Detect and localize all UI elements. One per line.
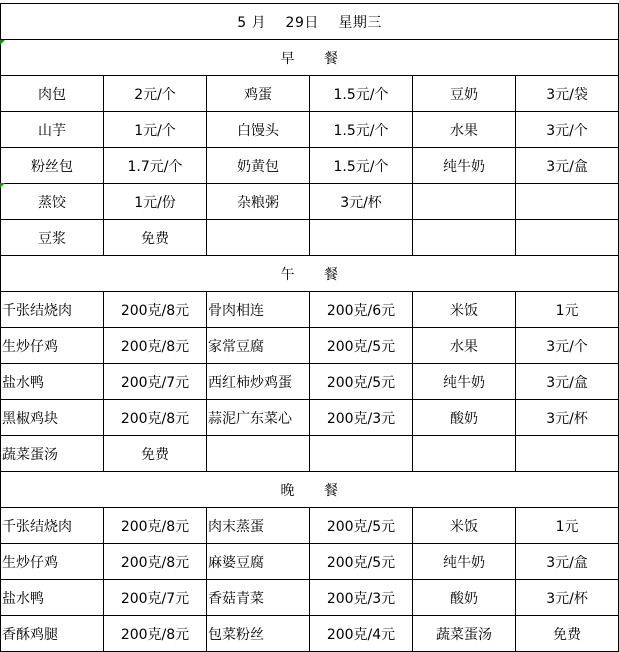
dish-name-cell: 山芋 — [1, 112, 104, 148]
dish-name-cell: 奶黄包 — [207, 148, 310, 184]
price-cell: 200克/8元 — [104, 292, 207, 328]
dish-name-cell: 生炒仔鸡 — [1, 544, 104, 580]
dish-name-cell: 纯牛奶 — [413, 544, 516, 580]
price-cell — [516, 436, 619, 472]
price-cell — [310, 220, 413, 256]
price-cell: 3元/杯 — [516, 400, 619, 436]
menu-body — [1, 4, 619, 652]
date-header: 5 月 29日 星期三 — [1, 4, 619, 40]
dish-name-cell — [413, 184, 516, 220]
table-row — [1, 364, 619, 400]
dish-name-cell: 千张结烧肉 — [1, 292, 104, 328]
table-row — [1, 148, 619, 184]
section-header-row-dinner — [1, 472, 619, 508]
dish-name-cell: 水果 — [413, 112, 516, 148]
dish-name-cell — [207, 436, 310, 472]
dish-name-cell: 生炒仔鸡 — [1, 328, 104, 364]
price-cell: 1.5元/个 — [310, 148, 413, 184]
price-cell: 3元/盒 — [516, 148, 619, 184]
dish-name-cell: 蔬菜蛋汤 — [1, 436, 104, 472]
dish-name-cell: 包菜粉丝 — [207, 616, 310, 652]
dish-name-cell: 杂粮粥 — [207, 184, 310, 220]
price-cell: 1元/个 — [104, 112, 207, 148]
price-cell: 3元/盒 — [516, 544, 619, 580]
dish-name-cell: 蔬菜蛋汤 — [413, 616, 516, 652]
price-cell: 200克/5元 — [310, 544, 413, 580]
table-row — [1, 400, 619, 436]
price-cell: 1元/份 — [104, 184, 207, 220]
dish-name-cell: 酸奶 — [413, 400, 516, 436]
price-cell: 200克/8元 — [104, 328, 207, 364]
dish-name-cell: 香菇青菜 — [207, 580, 310, 616]
dish-name-cell: 白馒头 — [207, 112, 310, 148]
price-cell: 免费 — [104, 220, 207, 256]
cell-marker-icon — [0, 183, 5, 188]
dish-name-cell: 盐水鸭 — [1, 364, 104, 400]
dish-name-cell: 西红柿炒鸡蛋 — [207, 364, 310, 400]
dish-name-cell: 纯牛奶 — [413, 148, 516, 184]
dish-name-cell: 水果 — [413, 328, 516, 364]
price-cell: 200克/7元 — [104, 364, 207, 400]
table-row — [1, 616, 619, 652]
table-row — [1, 328, 619, 364]
price-cell — [516, 184, 619, 220]
dish-name-cell — [413, 436, 516, 472]
price-cell: 1.5元/个 — [310, 112, 413, 148]
price-cell: 200克/8元 — [104, 400, 207, 436]
price-cell: 3元/杯 — [516, 580, 619, 616]
dish-name-cell: 米饭 — [413, 292, 516, 328]
price-cell: 3元/盒 — [516, 364, 619, 400]
dish-name-cell: 豆奶 — [413, 76, 516, 112]
dish-name-cell: 家常豆腐 — [207, 328, 310, 364]
date-row — [1, 4, 619, 40]
table-row — [1, 76, 619, 112]
price-cell: 3元/袋 — [516, 76, 619, 112]
dish-name-cell: 肉包 — [1, 76, 104, 112]
dish-name-cell: 粉丝包 — [1, 148, 104, 184]
price-cell: 1.5元/个 — [310, 76, 413, 112]
price-cell: 1元 — [516, 508, 619, 544]
price-cell: 1.7元/个 — [104, 148, 207, 184]
dish-name-cell: 豆浆 — [1, 220, 104, 256]
price-cell — [516, 220, 619, 256]
table-row — [1, 220, 619, 256]
dish-name-cell — [413, 220, 516, 256]
price-cell: 1元 — [516, 292, 619, 328]
dish-name-cell: 鸡蛋 — [207, 76, 310, 112]
price-cell: 200克/5元 — [310, 508, 413, 544]
price-cell: 2元/个 — [104, 76, 207, 112]
section-header-row-breakfast — [1, 40, 619, 76]
price-cell: 200克/8元 — [104, 544, 207, 580]
price-cell: 免费 — [516, 616, 619, 652]
dish-name-cell: 麻婆豆腐 — [207, 544, 310, 580]
dish-name-cell: 蒸饺 — [1, 184, 104, 220]
price-cell: 3元/个 — [516, 328, 619, 364]
section-title-breakfast: 早 餐 — [1, 40, 619, 76]
section-title-lunch: 午 餐 — [1, 256, 619, 292]
table-row — [1, 112, 619, 148]
dish-name-cell: 蒜泥广东菜心 — [207, 400, 310, 436]
price-cell: 200克/7元 — [104, 580, 207, 616]
price-cell: 3元/杯 — [310, 184, 413, 220]
price-cell: 200克/8元 — [104, 616, 207, 652]
price-cell: 200克/3元 — [310, 580, 413, 616]
cell-marker-icon — [0, 40, 5, 45]
dish-name-cell: 肉末蒸蛋 — [207, 508, 310, 544]
dish-name-cell: 香酥鸡腿 — [1, 616, 104, 652]
dish-name-cell: 黑椒鸡块 — [1, 400, 104, 436]
table-row — [1, 544, 619, 580]
section-title-dinner: 晚 餐 — [1, 472, 619, 508]
price-cell: 200克/5元 — [310, 328, 413, 364]
table-row — [1, 580, 619, 616]
table-row — [1, 436, 619, 472]
price-cell: 200克/8元 — [104, 508, 207, 544]
dish-name-cell: 酸奶 — [413, 580, 516, 616]
menu-table — [0, 3, 619, 652]
price-cell — [310, 436, 413, 472]
price-cell: 200克/5元 — [310, 364, 413, 400]
dish-name-cell: 骨肉相连 — [207, 292, 310, 328]
price-cell: 200克/6元 — [310, 292, 413, 328]
dish-name-cell: 盐水鸭 — [1, 580, 104, 616]
table-row — [1, 508, 619, 544]
dish-name-cell: 米饭 — [413, 508, 516, 544]
table-row — [1, 292, 619, 328]
table-row — [1, 184, 619, 220]
price-cell: 免费 — [104, 436, 207, 472]
dish-name-cell — [207, 220, 310, 256]
section-header-row-lunch — [1, 256, 619, 292]
price-cell: 3元/个 — [516, 112, 619, 148]
dish-name-cell: 千张结烧肉 — [1, 508, 104, 544]
dish-name-cell: 纯牛奶 — [413, 364, 516, 400]
price-cell: 200克/4元 — [310, 616, 413, 652]
price-cell: 200克/3元 — [310, 400, 413, 436]
